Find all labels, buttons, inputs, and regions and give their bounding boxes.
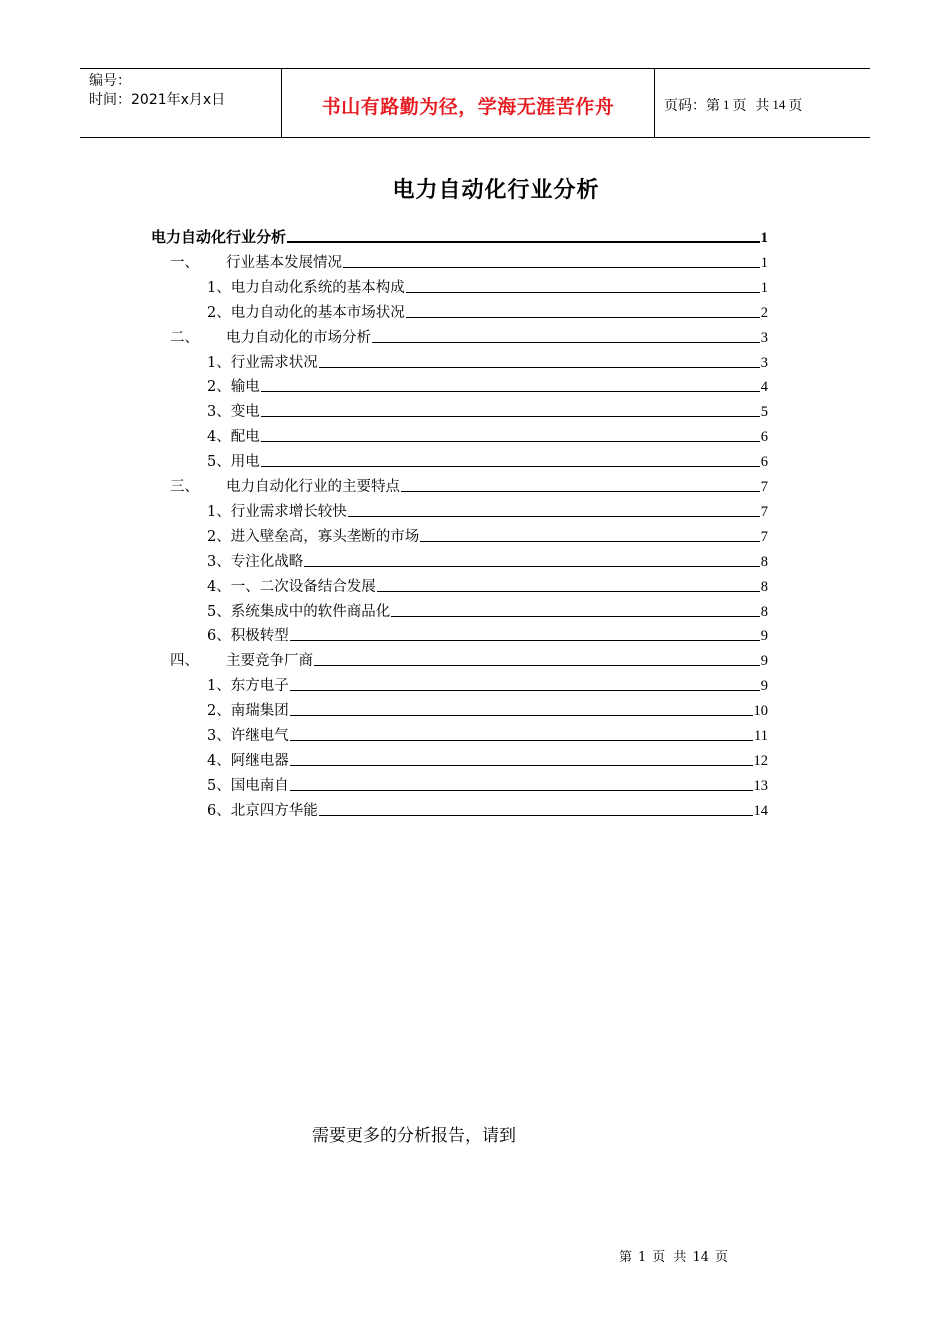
document-title: 电力自动化行业分析 (392, 178, 600, 203)
toc-leader-line (261, 391, 760, 392)
header-table (80, 68, 870, 138)
toc-entry-label: 1、行业需求增长较快 (207, 503, 347, 520)
toc-entry-page: 8 (760, 578, 768, 595)
toc-leader-line (319, 367, 760, 368)
toc-leader-line (261, 441, 760, 442)
toc-entry-page: 7 (760, 479, 768, 495)
toc-entry[interactable] (207, 698, 768, 720)
toc-leader-line (343, 267, 760, 268)
toc-entry-label: 4、配电 (207, 429, 260, 446)
toc-entry-label: 1、东方电子 (207, 678, 289, 695)
toc-entry[interactable] (207, 574, 768, 596)
toc-entry[interactable] (207, 399, 768, 421)
toc-entry[interactable] (207, 623, 768, 645)
toc-leader-line (290, 690, 760, 691)
toc-leader-line (314, 665, 760, 666)
header-motto-cell (282, 69, 655, 137)
toc-entry-page: 1 (760, 230, 768, 246)
toc-leader-line (372, 342, 760, 343)
toc-entry-label: 1、行业需求状况 (207, 354, 318, 371)
toc-entry[interactable] (207, 773, 768, 795)
toc-leader-line (261, 466, 760, 467)
toc-leader-line (391, 616, 760, 617)
toc-entry[interactable] (207, 599, 768, 621)
toc-entry-label: 6、北京四方华能 (207, 802, 318, 819)
toc-leader-line (304, 566, 760, 567)
toc-entry-number: 三、 (170, 479, 199, 495)
toc-entry-number: 二、 (170, 329, 199, 346)
page-current: 1 (723, 97, 730, 112)
toc-entry-page: 9 (760, 628, 768, 645)
toc-entry-page: 4 (760, 379, 768, 396)
toc-entry-page: 2 (760, 304, 768, 321)
serial-number-label: 编号： (89, 73, 131, 89)
toc-entry-label: 3、变电 (207, 404, 260, 421)
toc-entry-page: 11 (754, 728, 768, 744)
page-total: 14 (772, 97, 786, 112)
toc-entry-page: 5 (760, 404, 768, 421)
toc-entry-label: 5、国电南自 (207, 777, 289, 794)
toc-entry[interactable] (207, 275, 768, 297)
toc-entry-page: 9 (760, 653, 768, 670)
toc-entry-label: 4、一、二次设备结合发展 (207, 578, 376, 595)
toc-leader-line (319, 815, 753, 816)
toc-entry[interactable] (170, 325, 768, 347)
toc-entry[interactable] (207, 723, 768, 745)
motto-text: 书山有路勤为径，学海无涯苦作舟 (321, 95, 615, 118)
footer-current: 1 (638, 1250, 647, 1265)
toc-entry-page: 1 (760, 279, 768, 296)
toc-entry-label: 主要竞争厂商 (226, 653, 313, 670)
toc-entry-label: 2、进入壁垒高，寡头垄断的市场 (207, 528, 420, 545)
toc-entry-label: 2、电力自动化的基本市场状况 (207, 304, 405, 321)
toc-leader-line (290, 765, 753, 766)
toc-entry[interactable] (170, 648, 768, 670)
toc-leader-line (290, 790, 753, 791)
toc-entry[interactable] (207, 424, 768, 446)
toc-entry-page: 7 (760, 503, 768, 520)
toc-entry[interactable] (207, 374, 768, 396)
toc-entry[interactable] (207, 499, 768, 521)
footer-prefix: 第 (619, 1250, 633, 1265)
toc-entry-label: 电力自动化行业分析 (151, 228, 287, 246)
toc-leader-line (406, 292, 760, 293)
more-reports-note: 需要更多的分析报告，请到 (312, 1126, 516, 1146)
toc-leader-line (287, 241, 759, 243)
toc-entry-label: 行业基本发展情况 (226, 254, 342, 271)
toc-entry-page: 6 (760, 429, 768, 446)
toc-entry[interactable] (170, 250, 768, 272)
toc-entry[interactable] (170, 474, 768, 496)
toc-entry-page: 7 (760, 528, 768, 545)
toc-leader-line (290, 715, 753, 716)
toc-entry-page: 8 (760, 553, 768, 570)
page-mid: 页 共 (732, 98, 770, 114)
toc-entry[interactable] (207, 449, 768, 471)
toc-entry[interactable] (207, 350, 768, 372)
toc-entry[interactable] (151, 225, 768, 247)
footer-suffix: 页 (714, 1250, 728, 1265)
toc-leader-line (348, 516, 760, 517)
toc-entry[interactable] (207, 673, 768, 695)
toc-leader-line (377, 591, 760, 592)
toc-leader-line (290, 640, 760, 641)
toc-entry-label: 3、许继电气 (207, 728, 289, 744)
time-label: 时间：2021年x月x日 (89, 92, 226, 108)
toc-entry[interactable] (207, 300, 768, 322)
toc-entry-label: 2、南瑞集团 (207, 703, 289, 720)
toc-entry-label: 2、输电 (207, 379, 260, 396)
header-page-cell (655, 69, 870, 137)
toc-entry[interactable] (207, 524, 768, 546)
toc-entry-page: 3 (760, 354, 768, 371)
toc-entry-label: 1、电力自动化系统的基本构成 (207, 279, 405, 296)
toc-entry-number: 一、 (170, 254, 199, 271)
toc-entry-label: 电力自动化的市场分析 (226, 329, 371, 346)
toc-leader-line (290, 740, 753, 741)
toc-entry[interactable] (207, 748, 768, 770)
toc-entry-page: 1 (760, 254, 768, 271)
footer-mid: 页 共 (652, 1250, 687, 1265)
toc-entry-page: 13 (753, 777, 768, 794)
toc-entry-page: 8 (760, 603, 768, 620)
footer-total: 14 (692, 1250, 709, 1265)
toc-entry-label: 4、阿继电器 (207, 752, 289, 769)
page-prefix: 页码：第 (664, 98, 720, 114)
toc-entry-page: 12 (753, 752, 768, 769)
toc-entry-label: 电力自动化行业的主要特点 (226, 479, 400, 495)
toc-leader-line (406, 317, 760, 318)
toc-entry[interactable] (207, 549, 768, 571)
toc-entry-number: 四、 (170, 653, 199, 670)
toc-entry-label: 5、系统集成中的软件商品化 (207, 603, 391, 620)
toc-entry-label: 3、专注化战略 (207, 553, 304, 570)
toc-entry[interactable] (207, 798, 768, 820)
page-footer (616, 1246, 731, 1265)
toc-entry-label: 5、用电 (207, 454, 260, 471)
page-suffix: 页 (788, 98, 803, 114)
toc-entry-page: 3 (760, 329, 768, 346)
toc-entry-label: 6、积极转型 (207, 628, 289, 645)
toc-entry-page: 10 (753, 703, 768, 720)
toc-entry-page: 9 (760, 678, 768, 695)
header-info-cell (80, 69, 282, 137)
toc-leader-line (401, 491, 760, 492)
toc-leader-line (261, 416, 760, 417)
toc-entry-page: 6 (760, 454, 768, 471)
toc-leader-line (420, 541, 760, 542)
toc-entry-page: 14 (753, 802, 768, 819)
